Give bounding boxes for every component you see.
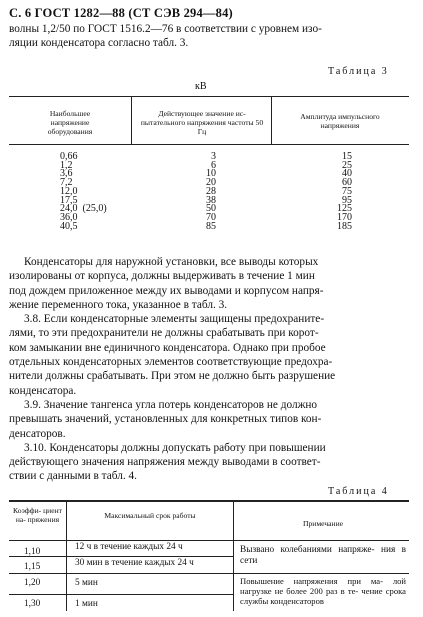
table4-duration-1: 12 ч в течение каждых 24 ч: [75, 542, 183, 552]
p2-line-5: нители должны срабатывать. При этом не должно быть разрушение: [9, 370, 336, 383]
intro-line-1: волны 1,2/50 по ГОСТ 1516.2—76 в соответствии с уровнем изо-: [9, 23, 322, 35]
table3-top-rule: [9, 96, 409, 97]
table4-duration-4: 1 мин: [75, 599, 98, 609]
table4-label: Таблица 4: [328, 486, 389, 497]
table4-header-duration: Максимальный срок работы: [104, 511, 196, 520]
table4-coef-2: 1,15: [24, 562, 41, 572]
table4-divider-2: [233, 500, 234, 611]
table3-unit: кВ: [195, 81, 207, 92]
table4-header-coef: Коэффи- циент на- пряжения: [13, 506, 62, 524]
p2-line-4: отдельных конденсаторных элементов соответствующие предохра-: [9, 356, 333, 369]
table4-header-top: [9, 500, 409, 501]
body-text: [9, 255, 414, 484]
table4-header-note: Примечание: [302, 519, 344, 528]
table4-duration-2: 30 мин в течение каждых 24 ч: [75, 558, 194, 568]
p2-line-6: конденсатора.: [9, 384, 77, 397]
p3-line-1: 3.9. Значение тангенса угла потерь конденсаторов не должно: [24, 398, 318, 411]
table4-duration-3: 5 мин: [75, 578, 98, 588]
intro-text: [9, 22, 414, 51]
table3-header-rule: [9, 144, 409, 145]
table3-header-max-voltage: Наибольшее напряжение оборудования: [47, 109, 93, 136]
table4-coef-4: 1,30: [24, 599, 41, 609]
table4-coef-3: 1,20: [24, 578, 41, 588]
table4-row2-rule: [9, 573, 233, 574]
page-header: С. 6 ГОСТ 1282—88 (СТ СЭВ 294—84): [9, 6, 233, 20]
intro-line-2: ляции конденсатора согласно табл. 3.: [9, 37, 189, 50]
p2-line-3: ком замыкании вне единичного конденсатора. Однако при пробое: [9, 341, 326, 354]
p4-line-3: ствии с данными в табл. 4.: [9, 470, 137, 483]
table3-divider-1: [131, 96, 132, 144]
table4-note-1: Вызвано колебаниями напряже- ния в сети: [240, 545, 406, 566]
table3-divider-2: [271, 96, 272, 144]
table3-col-max-voltage: 0,66 1,2 3,6 7,2 12,0 17,5 24,0 (25,0) 36,0 40,5: [60, 151, 107, 232]
table3-label: Таблица 3: [328, 66, 389, 77]
table4-note-2: Повышение напряжения при ма- лой нагрузке не более 200 раз в те- чение срока службы конденсаторов: [240, 576, 406, 606]
table4-coef-1: 1,10: [24, 547, 41, 557]
p2-line-1: 3.8. Если конденсаторные элементы защищены предохраните-: [24, 313, 325, 326]
table4-row1-rule: [9, 556, 233, 557]
p3-line-3: денсаторов.: [9, 427, 66, 440]
p1-line-1: Конденсаторы для наружной установки, все выводы которых: [24, 256, 319, 268]
p2-line-2: лями, то эти предохранители не должны срабатывать при корот-: [9, 327, 319, 340]
table3-header-test-voltage: Действующее значение ис- пытательного напряжения частоты 50 Гц: [140, 109, 264, 136]
p1-line-2: изолированы от корпуса, должны выдерживать в течение 1 мин: [9, 270, 315, 283]
p1-line-4: жение переменного тока, указанное в табл. 3.: [9, 298, 228, 311]
p1-line-3: под дождем приложенное между их выводами и корпусом напря-: [9, 284, 324, 297]
p3-line-2: превышать значений, установленных для конкретных типов кон-: [9, 413, 322, 426]
p4-line-2: действующего значения напряжения между выводами в соответ-: [9, 456, 321, 469]
table4-row1-top: [9, 540, 409, 541]
p4-line-1: 3.10. Конденсаторы должны допускать работу при повышении: [24, 441, 326, 454]
table4-row3-rule: [9, 594, 233, 595]
table3-header-impulse: Амплитуда импульсного напряжения: [300, 112, 380, 130]
table3-col-impulse: 15 25 40 60 75 95 125 170 185: [337, 151, 352, 232]
table3-col-test-voltage: 3 6 10 20 28 38 50 70 85: [206, 151, 216, 232]
table4-rule-e: [9, 501, 409, 502]
table4-note-rule: [233, 573, 409, 574]
